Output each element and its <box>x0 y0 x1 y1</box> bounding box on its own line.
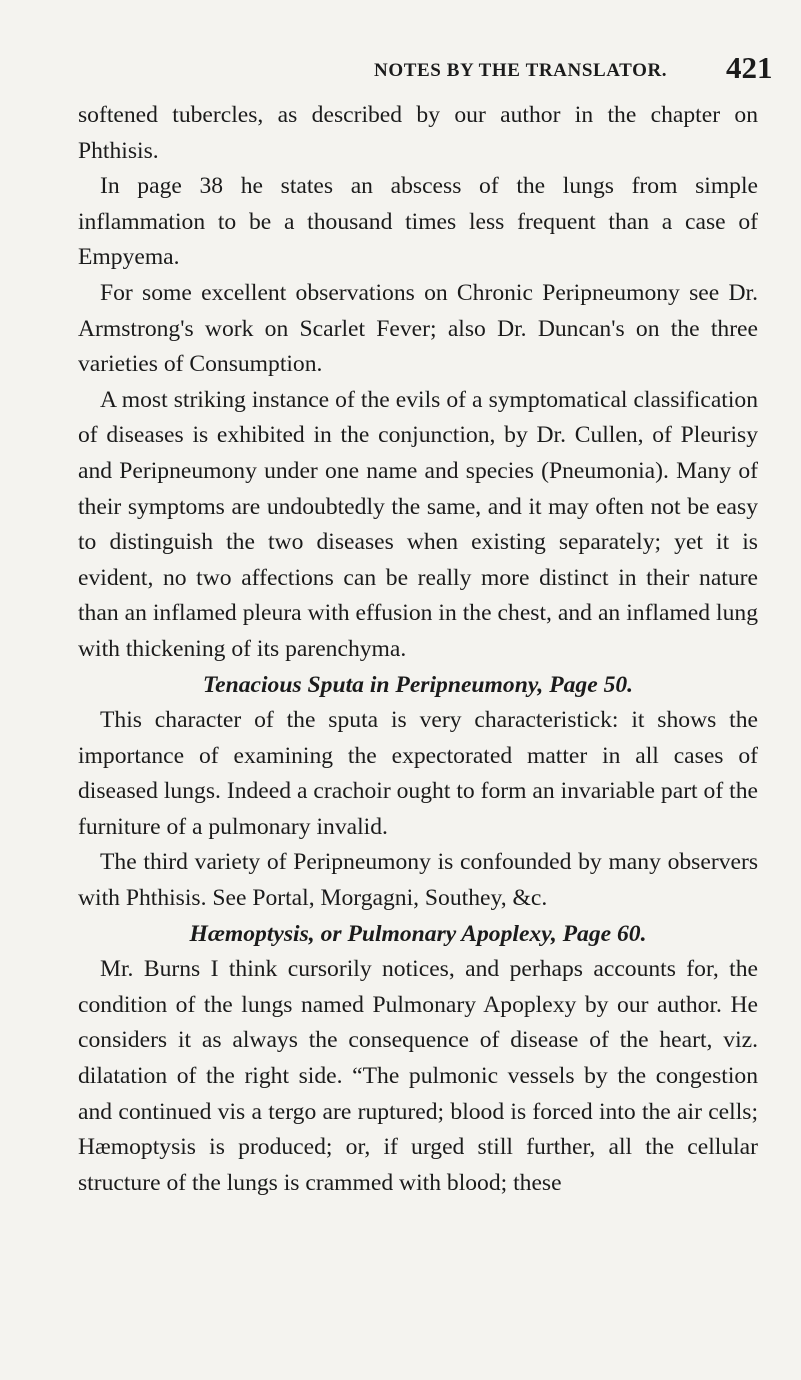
paragraph: softened tubercles, as described by our author in the chapter on Phthisis. <box>78 102 758 164</box>
section-heading: Hæmoptysis, or Pulmonary Apoplexy, Page 60. <box>189 920 647 947</box>
paragraph: A most striking instance of the evils of a symptomatical classification of diseases is exhibited in the conjunction, by Dr. Cullen, of Pleurisy and Peripneumony under one name and species (Pneumonia). Many of their symptoms are undoubtedly the same, and it may often not be easy to distinguish the two diseases when existing separately; yet it is evident, no two affections can be really more distinct in their nature than an inflamed pleura with effusion in the chest, and an inflamed lung with thickening of its parenchyma. <box>78 386 758 662</box>
section-heading: Tenacious Sputa in Peripneumony, Page 50. <box>202 671 634 698</box>
body-text <box>78 98 758 1201</box>
paragraph: In page 38 he states an abscess of the lungs from simple inflammation to be a thousand times less frequent than a case of Empyema. <box>78 173 758 271</box>
page-number: 421 <box>726 50 773 85</box>
paragraph: Mr. Burns I think cursorily notices, and perhaps accounts for, the condition of the lungs named Pulmonary Apoplexy by our author. He considers it as always the consequence of disease of the heart, viz. dilatation of the right side. “The pulmonic vessels by the congestion and continued vis a tergo are ruptured; blood is forced into the air cells; Hæmoptysis is produced; or, if urged still further, all the cellular structure of the lungs is crammed with blood; these <box>78 956 758 1196</box>
paragraph: The third variety of Peripneumony is confounded by many observers with Phthisis. See Portal, Morgagni, Southey, &c. <box>78 849 758 912</box>
running-header <box>0 44 801 84</box>
running-title: NOTES BY THE TRANSLATOR. <box>374 60 668 81</box>
paragraph: For some excellent observations on Chronic Peripneumony see Dr. Armstrong's work on Scarlet Fever; also Dr. Duncan's on the three varieties of Consumption. <box>78 279 758 378</box>
paragraph: This character of the sputa is very characteristick: it shows the importance of examining the expectorated matter in all cases of diseased lungs. Indeed a crachoir ought to form an invariable part of the furniture of a pulmonary invalid. <box>78 707 758 840</box>
